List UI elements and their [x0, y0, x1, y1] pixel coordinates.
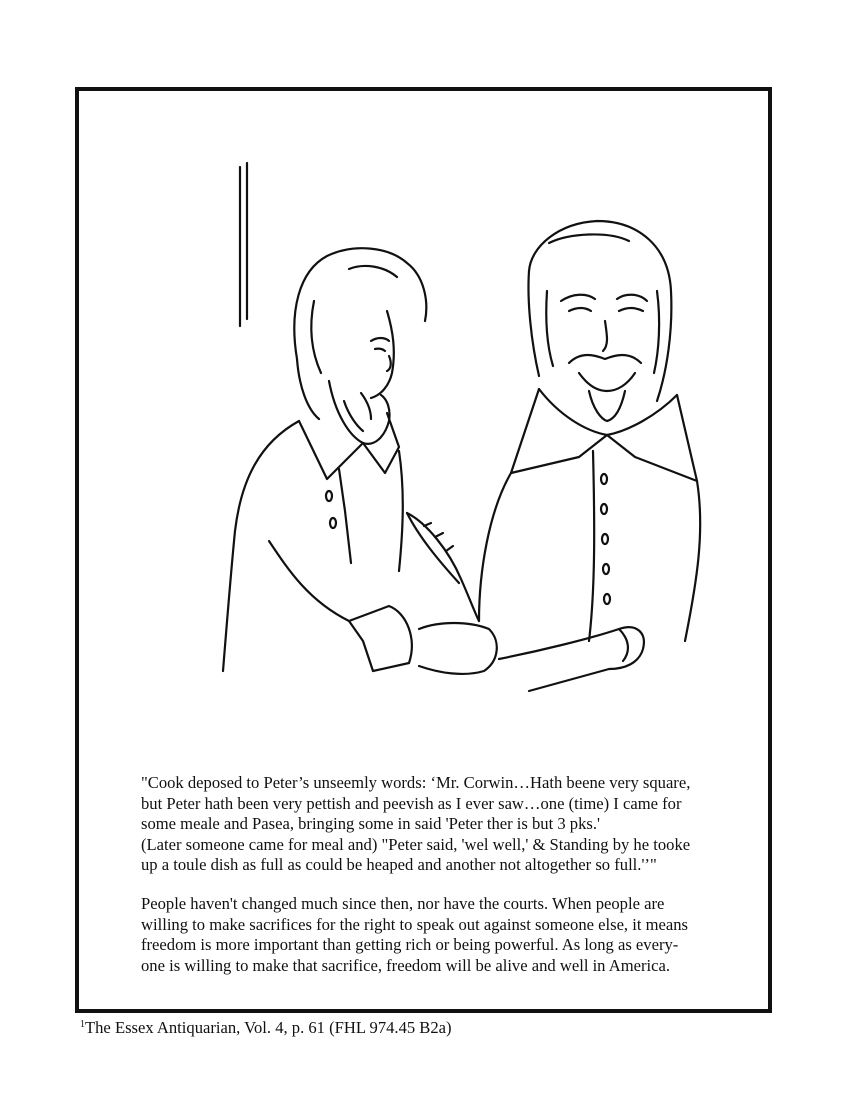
paper-scroll: [499, 627, 644, 691]
wall-post: [240, 163, 247, 326]
quote-line: up a toule dish as full as could be heaped and another not altogether so full.'’": [141, 855, 657, 875]
standing-man-figure: [479, 221, 700, 641]
commentary-line: freedom is more important than getting rich or being powerful. As long as every-: [141, 935, 679, 955]
page-frame: [75, 87, 772, 1013]
quote-line: some meale and Pasea, bringing some in said 'Peter ther is but 3 pks.': [141, 814, 600, 834]
commentary-line: one is willing to make that sacrifice, freedom will be alive and well in America.: [141, 955, 670, 975]
coloring-illustration: [149, 151, 709, 751]
commentary-line: People haven't changed much since then, nor have the courts. When people are: [141, 893, 665, 913]
quote-line: "Cook deposed to Peter’s unseemly words: ‘Mr. Corwin…Hath beene very square,: [141, 773, 691, 792]
footnote: [80, 1018, 452, 1038]
quote-line: (Later someone came for meal and) "Peter said, 'wel well,' & Standing by he tooke: [141, 834, 691, 854]
footnote-marker: 1: [80, 1019, 85, 1030]
commentary-line: willing to make sacrifices for the right to speak out against someone else, it means: [141, 914, 688, 934]
writing-man-figure: [223, 248, 497, 674]
quote-line: but Peter hath been very pettish and peevish as I ever saw…one (time) I came for: [141, 793, 682, 813]
quotation-paragraph: [141, 773, 761, 976]
footnote-text: The Essex Antiquarian, Vol. 4, p. 61 (FHL 974.45 B2a): [85, 1018, 452, 1037]
